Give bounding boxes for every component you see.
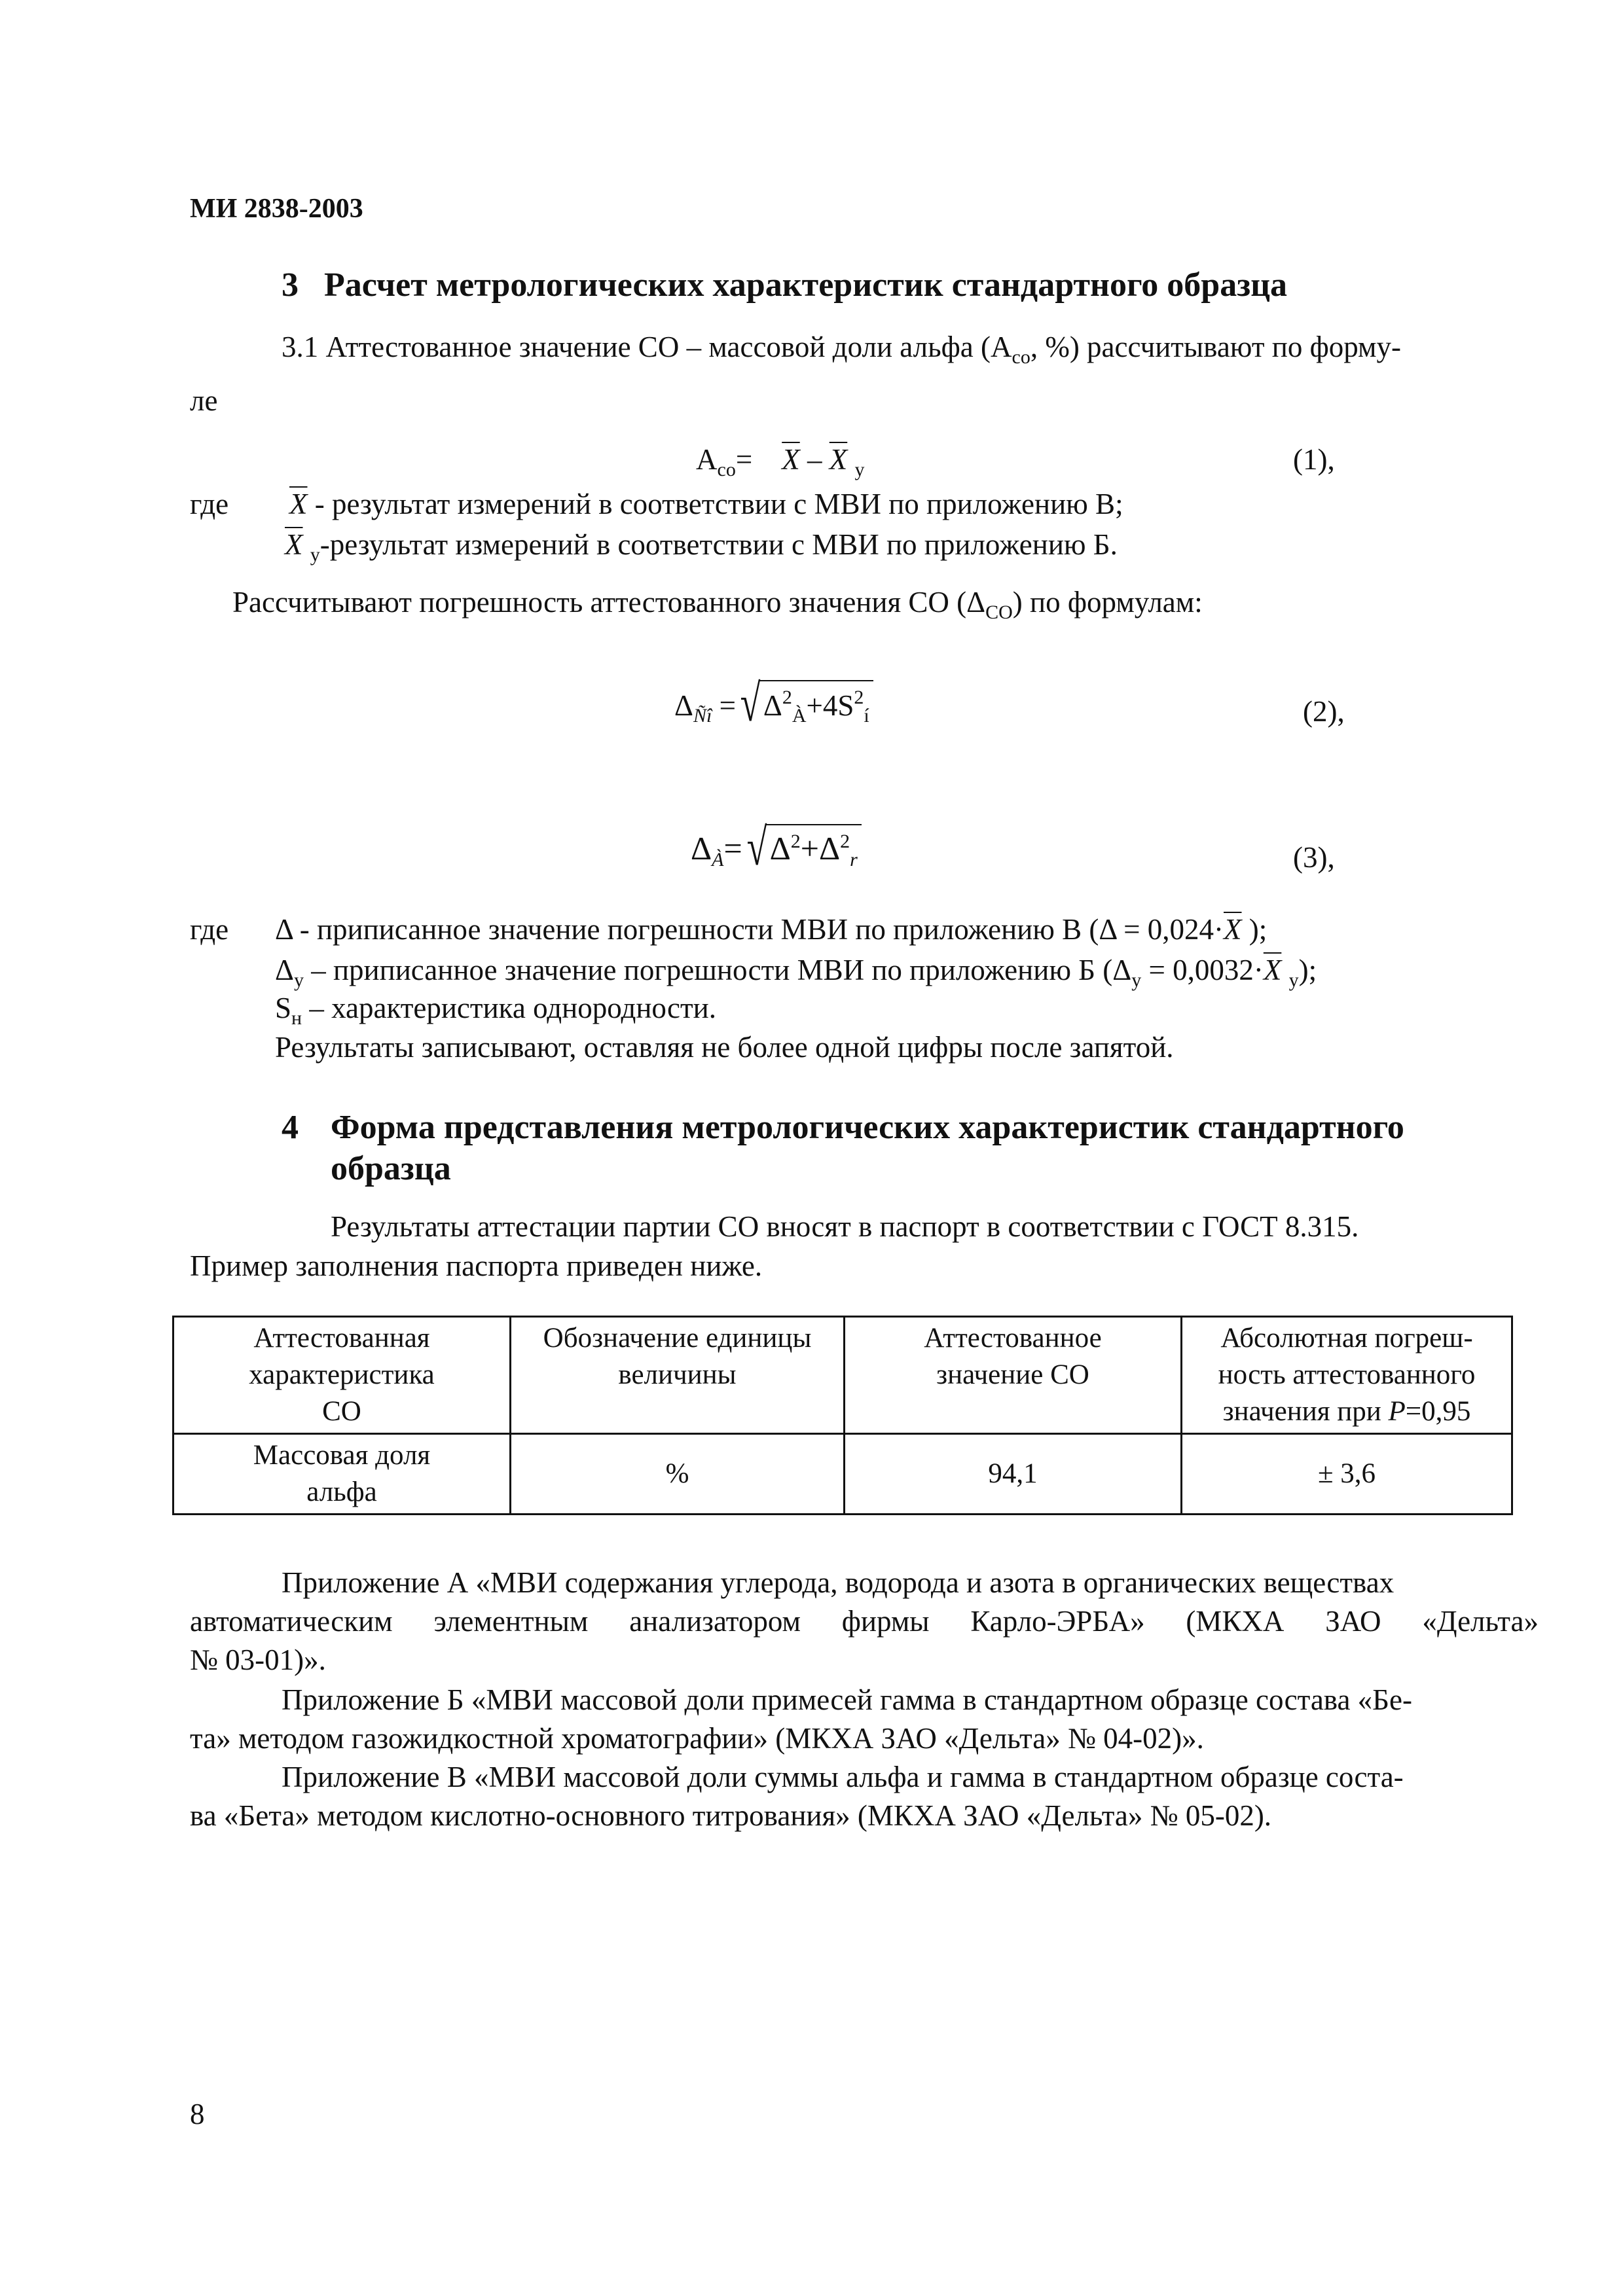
formula-3-number: (3),	[1293, 841, 1335, 874]
formula-1-x-mean: $\overline{X}$	[782, 443, 800, 476]
formula-2-plus-s: +4S	[806, 689, 854, 722]
definition-delta	[275, 915, 1267, 944]
formula-3-plus-delta: +Δ	[800, 830, 841, 867]
formula-3-lhs-sub: À	[712, 849, 724, 870]
formula-2-s-sup: 2	[854, 687, 864, 708]
section-3-title: Расчет метрологических характеристик стандартного образца	[324, 266, 1288, 304]
table-header-cell	[511, 1317, 845, 1434]
header-characteristic-line-2: характеристика	[249, 1359, 435, 1390]
formula-2-delta-sub: À	[792, 705, 807, 726]
appendix-b-line-2: та» методом газожидкостной хроматографии» (МКХА ЗАО «Дельта» № 04-02)».	[190, 1722, 1204, 1755]
definition-delta-y-sub3: у	[1288, 969, 1299, 991]
formula-2-equals: =	[719, 689, 736, 722]
formula-1-minus: –	[807, 443, 822, 476]
paragraph-3-1-text-a: 3.1 Аттестованное значение СО – массовой доли альфа (А	[282, 331, 1012, 363]
definition-xy-symbol: $\overline{X}$	[285, 528, 303, 561]
header-error-line-1: Абсолютная погреш-	[1220, 1323, 1473, 1354]
cell-characteristic-line-2: альфа	[306, 1477, 377, 1507]
cell-characteristic-line-1: Массовая доля	[253, 1440, 431, 1471]
definition-delta-y-text-c: );	[1298, 954, 1317, 986]
header-value-line-1: Аттестованное	[924, 1323, 1102, 1354]
formula-2-number: (2),	[1303, 695, 1345, 728]
paragraph-3-1-text-b: , %) рассчитывают по форму-	[1030, 331, 1402, 363]
definition-xy-text: -результат измерений в соответствии с МВИ по приложению Б.	[319, 528, 1118, 561]
formula-3-r-sub: r	[850, 849, 858, 870]
definition-s-symbol: S	[275, 992, 292, 1024]
formula-1-y-sub: у	[854, 459, 865, 480]
page-number: 8	[190, 2098, 205, 2130]
header-unit-line-1: Обозначение единицы	[543, 1323, 812, 1354]
section-4-paragraph-line-2: Пример заполнения паспорта приведен ниже.	[190, 1249, 763, 1282]
header-value-line-2: значение СО	[936, 1359, 1089, 1390]
paragraph-3-1	[282, 332, 1401, 367]
header-error-line-2: ность аттестованного	[1218, 1359, 1476, 1390]
table-header-cell	[1182, 1317, 1512, 1434]
formula-3-r-sup: 2	[840, 831, 850, 852]
formula-1-lhs: А	[696, 443, 718, 476]
header-characteristic-line-1: Аттестованная	[253, 1323, 430, 1354]
section-4-number: 4	[282, 1109, 299, 1146]
results-note: Результаты записывают, оставляя не более одной цифры после запятой.	[275, 1031, 1174, 1064]
acs-subscript: со	[1012, 346, 1030, 368]
definition-delta-y	[275, 956, 1317, 990]
appendix-a-line-2: автоматическим элементным анализатором фирмы Карло-ЭРБА» (МКХА ЗАО «Дельта»	[190, 1605, 1539, 1638]
formula-1-lhs-sub: со	[717, 459, 736, 480]
definition-delta-y-x: $\overline{X}$	[1263, 954, 1282, 986]
formula-3	[691, 821, 862, 874]
formula-3-equals: =	[723, 830, 742, 867]
table-cell-error: ± 3,6	[1182, 1434, 1512, 1515]
where-label-1: где	[190, 488, 229, 520]
formula-2-radical: √	[740, 675, 761, 732]
appendix-a-line-1: Приложение А «МВИ содержания углерода, водорода и азота в органических веществах	[282, 1566, 1395, 1599]
formula-2-lhs: Δ	[674, 689, 693, 722]
appendix-c-line-1: Приложение В «МВИ массовой доли суммы альфа и гамма в стандартном образце соста-	[282, 1761, 1404, 1793]
definition-s-sub: н	[291, 1007, 302, 1029]
definition-s-text: – характеристика однородности.	[302, 992, 717, 1024]
table-row	[173, 1434, 1512, 1515]
definition-delta-y-text-a: – приписанное значение погрешности МВИ по приложению Б (Δ	[303, 954, 1132, 986]
formula-2	[674, 677, 873, 730]
formula-1-equals: =	[735, 443, 753, 476]
formula-1	[696, 445, 864, 480]
definition-delta-y-symbol: Δ	[275, 954, 294, 986]
header-characteristic-line-3: СО	[322, 1396, 361, 1427]
calculation-intro	[232, 588, 1203, 622]
section-3-heading	[282, 268, 1287, 302]
formula-3-radicand	[766, 824, 862, 870]
formula-3-delta: Δ	[769, 830, 791, 867]
formula-2-radicand	[759, 680, 873, 726]
formula-1-xy-mean: $\overline{X}$	[829, 443, 848, 476]
header-error-line-3-text: значения при	[1222, 1396, 1389, 1427]
definition-delta-y-sub: у	[293, 969, 304, 991]
header-error-p-symbol: P	[1388, 1396, 1406, 1427]
where-label-2: где	[190, 913, 229, 946]
appendix-c-line-2: ва «Бета» методом кислотно-основного титрования» (МКХА ЗАО «Дельта» № 05-02).	[190, 1799, 1272, 1832]
table-header-cell	[173, 1317, 511, 1434]
section-4-title-line-1: Форма представления метрологических характеристик стандартного	[331, 1109, 1404, 1146]
formula-2-delta: Δ	[763, 689, 782, 722]
definition-delta-y-sub2: у	[1131, 969, 1142, 991]
table-cell-value: 94,1	[845, 1434, 1182, 1515]
definition-delta-text-a: Δ - приписанное значение погрешности МВИ по приложению В (Δ = 0,024·	[275, 913, 1224, 946]
definition-delta-x: $\overline{X}$	[1224, 913, 1242, 946]
paragraph-3-1-continuation: ле	[190, 384, 218, 417]
definition-delta-text-b: );	[1249, 913, 1267, 946]
section-3-number: 3	[282, 266, 299, 304]
definition-s-homogeneity	[275, 994, 716, 1028]
definition-x-symbol: $\overline{X}$	[289, 488, 308, 520]
header-error-line-3	[1186, 1393, 1507, 1430]
calculation-intro-text-b: ) по формулам:	[1012, 586, 1203, 619]
table-header-row	[173, 1317, 1512, 1434]
definition-x	[289, 490, 1123, 519]
header-unit-line-2: величины	[618, 1359, 737, 1390]
formula-3-lhs: Δ	[691, 830, 712, 867]
appendix-b-line-1: Приложение Б «МВИ массовой доли примесей гамма в стандартном образце состава «Бе-	[282, 1683, 1412, 1716]
document-code: МИ 2838-2003	[190, 194, 363, 224]
header-error-p-value: =0,95	[1405, 1396, 1471, 1427]
formula-2-delta-sup: 2	[782, 687, 792, 708]
formula-1-number: (1),	[1293, 443, 1335, 476]
table-header-cell	[845, 1317, 1182, 1434]
definition-xy-sub: у	[310, 544, 320, 565]
table-cell	[173, 1434, 511, 1515]
section-4-title-line-2: образца	[331, 1150, 451, 1187]
definition-x-text: - результат измерений в соответствии с МВИ по приложению В;	[307, 488, 1123, 520]
passport-table	[172, 1316, 1513, 1515]
definition-xy	[285, 530, 1118, 565]
calculation-intro-text-a: Рассчитывают погрешность аттестованного значения СО (Δ	[232, 586, 986, 619]
appendix-a-line-3: № 03-01)».	[190, 1643, 326, 1676]
formula-2-lhs-sub: Ñî	[693, 705, 712, 726]
section-4-paragraph-line-1: Результаты аттестации партии СО вносят в паспорт в соответствии с ГОСТ 8.315.	[331, 1210, 1359, 1243]
calculation-intro-sub: CO	[985, 601, 1013, 623]
table-cell-unit: %	[511, 1434, 845, 1515]
formula-3-radical: √	[746, 819, 767, 876]
definition-delta-y-text-b: = 0,0032·	[1141, 954, 1264, 986]
formula-3-delta-sup: 2	[790, 831, 801, 852]
formula-2-s-sub: í	[864, 705, 869, 726]
